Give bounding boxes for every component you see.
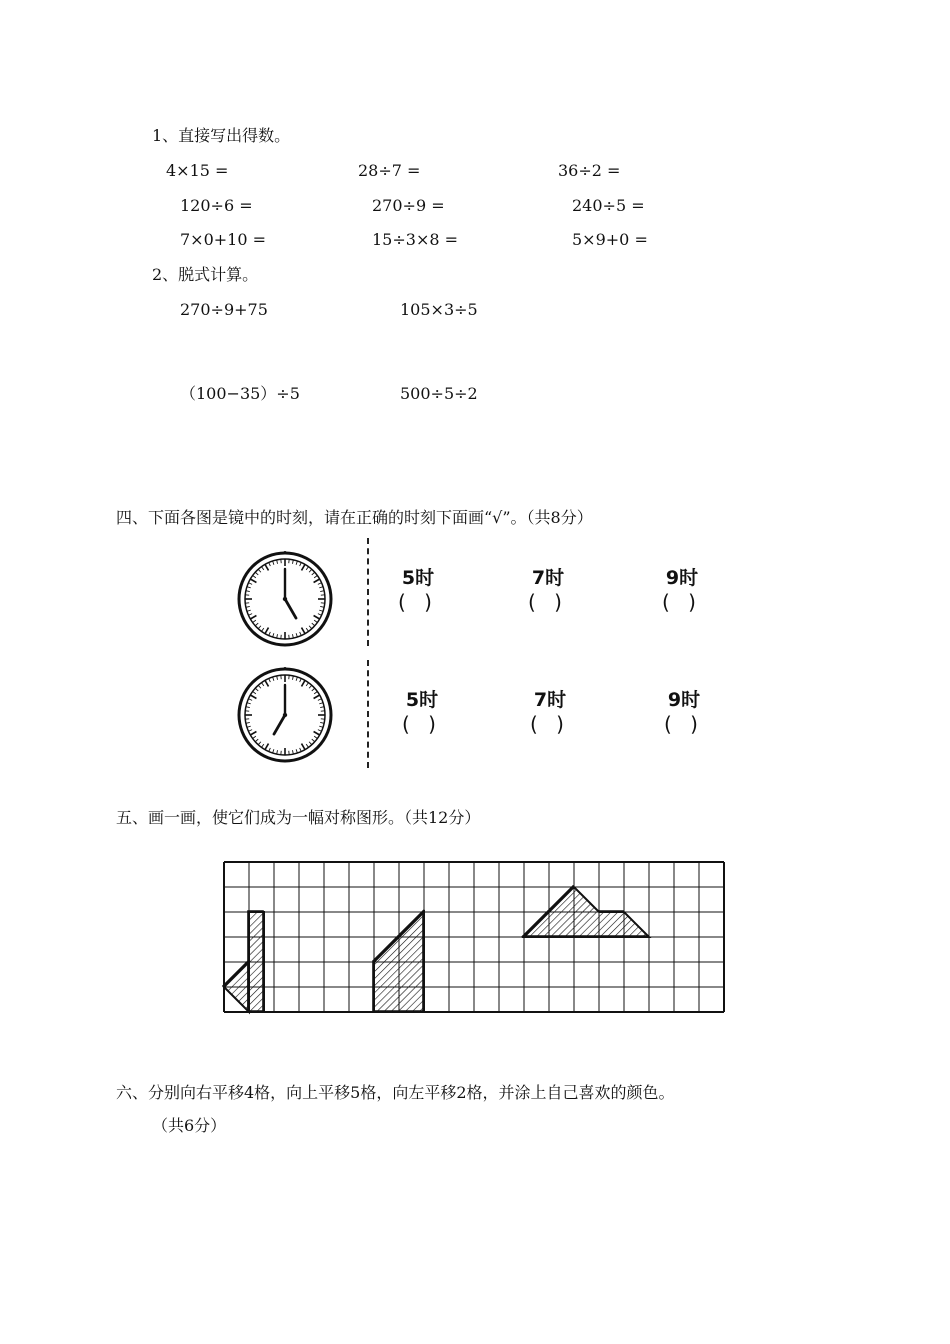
part6-score: （共6分） xyxy=(152,1116,227,1135)
divider xyxy=(367,660,369,768)
q1-item: 15÷3×8 = xyxy=(372,230,459,249)
q1-item: 7×0+10 = xyxy=(180,230,267,249)
time-label: 5时 xyxy=(401,567,435,589)
answer-blank[interactable]: ( ) xyxy=(402,712,442,736)
answer-blank[interactable]: ( ) xyxy=(530,712,570,736)
time-option[interactable] xyxy=(649,688,719,736)
symmetry-grid[interactable] xyxy=(223,861,725,1012)
answer-blank[interactable]: ( ) xyxy=(664,712,704,736)
answer-blank[interactable]: ( ) xyxy=(398,590,438,614)
q2-item: 500÷5÷2 xyxy=(400,384,478,403)
answer-blank[interactable]: ( ) xyxy=(528,590,568,614)
q1-item: 28÷7 = xyxy=(358,161,421,180)
time-label: 7时 xyxy=(533,689,567,711)
time-option[interactable] xyxy=(647,566,717,614)
mirror-clock-icon xyxy=(237,667,333,763)
part6-title: 六、分别向右平移4格，向上平移5格，向左平移2格，并涂上自己喜欢的颜色。 xyxy=(116,1083,675,1102)
part5-title: 五、画一画，使它们成为一幅对称图形。（共12分） xyxy=(116,808,481,827)
part4-title: 四、下面各图是镜中的时刻，请在正确的时刻下面画“√”。（共8分） xyxy=(116,508,593,527)
q2-item: （100−35）÷5 xyxy=(180,384,300,403)
q2-item: 270÷9+75 xyxy=(180,300,268,319)
time-label: 9时 xyxy=(665,567,699,589)
q1-item: 5×9+0 = xyxy=(572,230,648,249)
time-label: 5时 xyxy=(405,689,439,711)
q2-item: 105×3÷5 xyxy=(400,300,478,319)
q1-item: 240÷5 = xyxy=(572,196,645,215)
q2-title: 2、脱式计算。 xyxy=(152,265,259,284)
divider xyxy=(367,538,369,646)
q1-item: 4×15 = xyxy=(166,161,229,180)
time-option[interactable] xyxy=(513,566,583,614)
answer-blank[interactable]: ( ) xyxy=(662,590,702,614)
q1-item: 36÷2 = xyxy=(558,161,621,180)
q1-item: 120÷6 = xyxy=(180,196,253,215)
q1-title: 1、直接写出得数。 xyxy=(152,126,291,145)
time-option[interactable] xyxy=(515,688,585,736)
time-option[interactable] xyxy=(383,566,453,614)
time-option[interactable] xyxy=(387,688,457,736)
q1-item: 270÷9 = xyxy=(372,196,445,215)
time-label: 7时 xyxy=(531,567,565,589)
time-label: 9时 xyxy=(667,689,701,711)
mirror-clock-icon xyxy=(237,551,333,647)
